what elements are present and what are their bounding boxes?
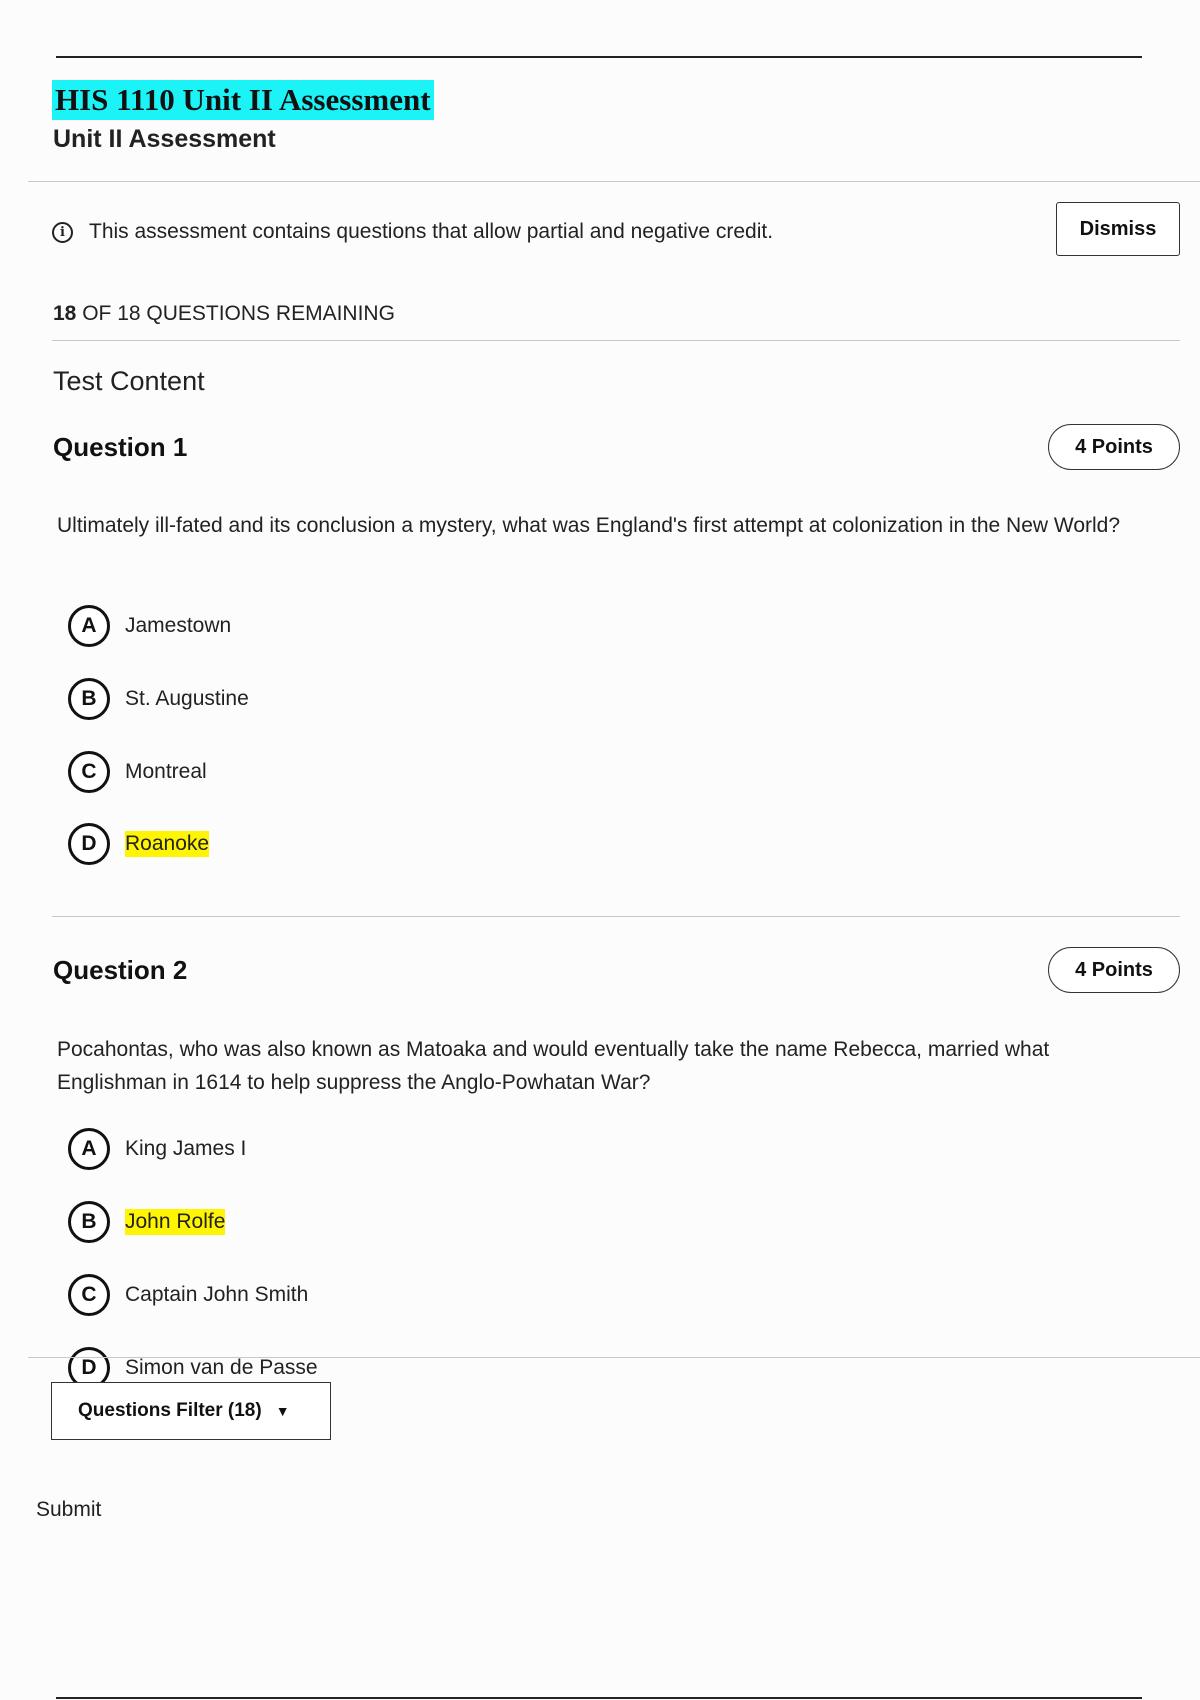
option-text: King James I <box>125 1137 247 1160</box>
option-letter: A <box>68 1128 110 1170</box>
submit-link[interactable]: Submit <box>36 1498 102 1521</box>
option-letter: B <box>68 1201 110 1243</box>
question-1-title: Question 1 <box>53 432 188 462</box>
questions-remaining <box>53 302 395 326</box>
question-1-points-badge: 4 Points <box>1048 424 1180 470</box>
top-document-rule <box>56 56 1142 58</box>
bottom-document-rule <box>56 1697 1142 1699</box>
option-letter: C <box>68 751 110 793</box>
header-divider <box>28 181 1200 182</box>
remaining-text: OF 18 QUESTIONS REMAINING <box>76 302 395 325</box>
question-2-title: Question 2 <box>53 955 188 985</box>
question-2-text: Pocahontas, who was also known as Matoaka and would eventually take the name Rebecca, married what Englishman in 1614 to help suppress the Anglo-Powhatan War? <box>57 1038 1050 1094</box>
remaining-count: 18 <box>53 302 77 325</box>
option-letter: C <box>68 1274 110 1316</box>
option-letter: A <box>68 605 110 647</box>
option-letter: D <box>68 1347 110 1389</box>
questions-filter-dropdown[interactable] <box>51 1382 331 1440</box>
question-2-option-b[interactable] <box>68 1201 225 1243</box>
assessment-subtitle: Unit II Assessment <box>53 125 276 153</box>
option-text-highlighted: John Rolfe <box>125 1210 226 1233</box>
option-text: Captain John Smith <box>125 1283 309 1306</box>
option-text: Montreal <box>125 760 207 783</box>
caret-down-icon: ▼ <box>275 1403 290 1419</box>
question-1-option-c[interactable] <box>68 751 207 793</box>
document-title: HIS 1110 Unit II Assessment <box>52 80 434 120</box>
question-1-option-d[interactable] <box>68 823 209 865</box>
notice-text: This assessment contains questions that allow partial and negative credit. <box>89 220 774 243</box>
info-icon: i <box>52 222 73 243</box>
question-1-option-a[interactable] <box>68 605 231 647</box>
option-letter: D <box>68 823 110 865</box>
filter-label: Questions Filter (18) <box>78 1400 262 1421</box>
question-divider <box>52 916 1180 917</box>
credit-notice <box>52 217 773 247</box>
option-letter: B <box>68 678 110 720</box>
option-text: Jamestown <box>125 614 232 637</box>
question-1-option-b[interactable] <box>68 678 249 720</box>
dismiss-button[interactable]: Dismiss <box>1056 202 1180 256</box>
question-2-points-badge: 4 Points <box>1048 947 1180 993</box>
footer-divider <box>28 1357 1200 1358</box>
question-2-option-a[interactable] <box>68 1128 246 1170</box>
question-1-text: Ultimately ill-fated and its conclusion a mystery, what was England's first attempt at colonization in the New World? <box>57 514 1121 537</box>
option-text: Simon van de Passe <box>125 1356 318 1379</box>
section-title: Test Content <box>53 366 205 396</box>
option-text: St. Augustine <box>125 687 249 710</box>
option-text-highlighted: Roanoke <box>125 832 210 855</box>
question-2-option-c[interactable] <box>68 1274 308 1316</box>
progress-divider <box>52 340 1180 341</box>
